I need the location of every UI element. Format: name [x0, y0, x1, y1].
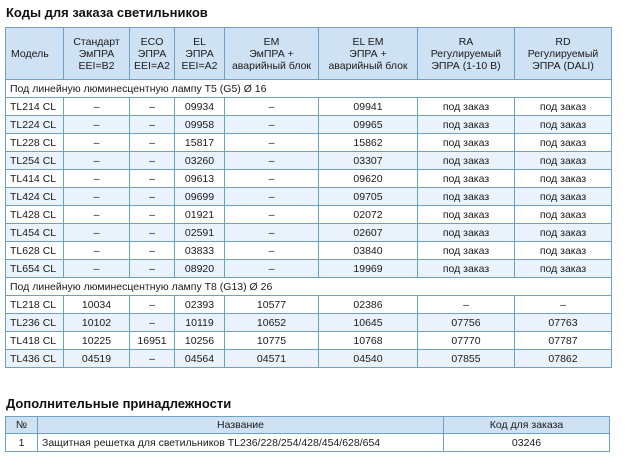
code-cell: 16951 [130, 332, 175, 350]
model-cell: TL424 CL [6, 188, 64, 206]
table-row [6, 350, 612, 368]
code-cell: – [130, 116, 175, 134]
code-cell: – [64, 98, 130, 116]
code-cell: 10256 [175, 332, 225, 350]
code-cell: под заказ [418, 134, 515, 152]
code-cell: 19969 [319, 260, 418, 278]
code-cell: 07763 [515, 314, 612, 332]
accessories-header-name: Название [38, 417, 444, 434]
code-cell: – [130, 206, 175, 224]
accessory-code: 03246 [444, 434, 610, 452]
model-cell: TL236 CL [6, 314, 64, 332]
code-cell: – [64, 170, 130, 188]
code-cell: – [64, 206, 130, 224]
table-row [6, 116, 612, 134]
column-header-el-em: EL EM ЭПРА + аварийный блок [319, 28, 418, 80]
code-cell: под заказ [515, 242, 612, 260]
code-cell: под заказ [418, 224, 515, 242]
code-cell: 02386 [319, 296, 418, 314]
code-cell: – [64, 224, 130, 242]
code-cell: – [225, 152, 319, 170]
column-header-standard: Стандарт ЭмПРА EEI=B2 [64, 28, 130, 80]
table-row [6, 332, 612, 350]
code-cell: под заказ [515, 116, 612, 134]
code-cell: 09705 [319, 188, 418, 206]
model-cell: TL218 CL [6, 296, 64, 314]
code-cell: – [130, 224, 175, 242]
code-cell: под заказ [418, 152, 515, 170]
section-heading: Под линейную люминесцентную лампу Т8 (G13) Ø 26 [6, 278, 612, 296]
code-cell: под заказ [418, 116, 515, 134]
code-cell: – [130, 260, 175, 278]
model-cell: TL436 CL [6, 350, 64, 368]
section-row [6, 278, 612, 296]
code-cell: – [130, 98, 175, 116]
code-cell: под заказ [418, 242, 515, 260]
code-cell: – [225, 242, 319, 260]
code-cell: – [515, 296, 612, 314]
accessory-name: Защитная решетка для светильников TL236/228/254/428/454/628/654 [38, 434, 444, 452]
table-row [6, 260, 612, 278]
model-cell: TL224 CL [6, 116, 64, 134]
table-row [6, 296, 612, 314]
code-cell: – [130, 134, 175, 152]
code-cell: 10577 [225, 296, 319, 314]
code-cell: 03833 [175, 242, 225, 260]
code-cell: 04564 [175, 350, 225, 368]
table-row [6, 134, 612, 152]
code-cell: под заказ [418, 260, 515, 278]
code-cell: 09934 [175, 98, 225, 116]
code-cell: – [130, 170, 175, 188]
code-cell: под заказ [418, 98, 515, 116]
code-cell: – [225, 260, 319, 278]
code-cell: 03840 [319, 242, 418, 260]
code-cell: 04519 [64, 350, 130, 368]
column-header-el: EL ЭПРА EEI=A2 [175, 28, 225, 80]
code-cell: 09965 [319, 116, 418, 134]
main-table-title: Коды для заказа светильников [6, 5, 208, 20]
column-header-rd: RD Регулируемый ЭПРА (DALI) [515, 28, 612, 80]
model-cell: TL454 CL [6, 224, 64, 242]
code-cell: – [64, 188, 130, 206]
table-row [6, 242, 612, 260]
column-header-em: EM ЭмПРА + аварийный блок [225, 28, 319, 80]
code-cell: 01921 [175, 206, 225, 224]
table-row [6, 314, 612, 332]
table-row [6, 188, 612, 206]
accessories-header-number: № [6, 417, 38, 434]
code-cell: – [225, 206, 319, 224]
code-cell: – [130, 188, 175, 206]
code-cell: 02072 [319, 206, 418, 224]
accessories-header-row [6, 417, 610, 434]
column-header-ra: RA Регулируемый ЭПРА (1-10 В) [418, 28, 515, 80]
model-cell: TL214 CL [6, 98, 64, 116]
accessories-body [6, 434, 610, 452]
code-cell: 09699 [175, 188, 225, 206]
section-row [6, 80, 612, 98]
code-cell: 08920 [175, 260, 225, 278]
code-cell: 02591 [175, 224, 225, 242]
code-cell: под заказ [515, 152, 612, 170]
order-codes-body [6, 80, 612, 368]
model-cell: TL228 CL [6, 134, 64, 152]
order-codes-table [5, 27, 612, 368]
code-cell: 10652 [225, 314, 319, 332]
code-cell: под заказ [515, 224, 612, 242]
code-cell: 09941 [319, 98, 418, 116]
code-cell: под заказ [418, 170, 515, 188]
section-heading: Под линейную люминесцентную лампу Т5 (G5) Ø 16 [6, 80, 612, 98]
code-cell: 10225 [64, 332, 130, 350]
code-cell: – [64, 116, 130, 134]
model-cell: TL628 CL [6, 242, 64, 260]
code-cell: 07756 [418, 314, 515, 332]
code-cell: – [64, 260, 130, 278]
code-cell: под заказ [515, 206, 612, 224]
model-cell: TL414 CL [6, 170, 64, 188]
code-cell: – [130, 314, 175, 332]
header-row [6, 28, 612, 80]
code-cell: – [64, 152, 130, 170]
code-cell: под заказ [418, 206, 515, 224]
code-cell: под заказ [515, 260, 612, 278]
code-cell: под заказ [515, 98, 612, 116]
code-cell: 10102 [64, 314, 130, 332]
code-cell: 09613 [175, 170, 225, 188]
column-header-eco: ECO ЭПРА EEI=A2 [130, 28, 175, 80]
code-cell: 04540 [319, 350, 418, 368]
code-cell: – [130, 296, 175, 314]
code-cell: – [225, 134, 319, 152]
accessory-number: 1 [6, 434, 38, 452]
code-cell: 07770 [418, 332, 515, 350]
code-cell: 02393 [175, 296, 225, 314]
model-cell: TL654 CL [6, 260, 64, 278]
code-cell: 03307 [319, 152, 418, 170]
code-cell: 10768 [319, 332, 418, 350]
code-cell: – [64, 242, 130, 260]
code-cell: 15862 [319, 134, 418, 152]
table-row [6, 170, 612, 188]
code-cell: – [64, 134, 130, 152]
code-cell: – [418, 296, 515, 314]
code-cell: под заказ [515, 134, 612, 152]
accessories-header-code: Код для заказа [444, 417, 610, 434]
code-cell: под заказ [418, 188, 515, 206]
table-row [6, 434, 610, 452]
code-cell: 10034 [64, 296, 130, 314]
code-cell: 09958 [175, 116, 225, 134]
accessories-title: Дополнительные принадлежности [6, 396, 232, 411]
model-cell: TL418 CL [6, 332, 64, 350]
column-header-model: Модель [6, 28, 64, 80]
code-cell: 03260 [175, 152, 225, 170]
code-cell: 02607 [319, 224, 418, 242]
code-cell: – [130, 242, 175, 260]
code-cell: 09620 [319, 170, 418, 188]
table-row [6, 224, 612, 242]
code-cell: 15817 [175, 134, 225, 152]
code-cell: под заказ [515, 188, 612, 206]
code-cell: 07855 [418, 350, 515, 368]
code-cell: – [225, 98, 319, 116]
model-cell: TL254 CL [6, 152, 64, 170]
code-cell: – [225, 170, 319, 188]
accessories-table [5, 416, 610, 452]
code-cell: – [225, 224, 319, 242]
code-cell: – [130, 152, 175, 170]
code-cell: 10645 [319, 314, 418, 332]
code-cell: 10119 [175, 314, 225, 332]
code-cell: 07787 [515, 332, 612, 350]
model-cell: TL428 CL [6, 206, 64, 224]
table-row [6, 152, 612, 170]
code-cell: 07862 [515, 350, 612, 368]
code-cell: – [225, 188, 319, 206]
code-cell: – [130, 350, 175, 368]
code-cell: 04571 [225, 350, 319, 368]
table-row [6, 206, 612, 224]
code-cell: 10775 [225, 332, 319, 350]
code-cell: под заказ [515, 170, 612, 188]
table-row [6, 98, 612, 116]
code-cell: – [225, 116, 319, 134]
